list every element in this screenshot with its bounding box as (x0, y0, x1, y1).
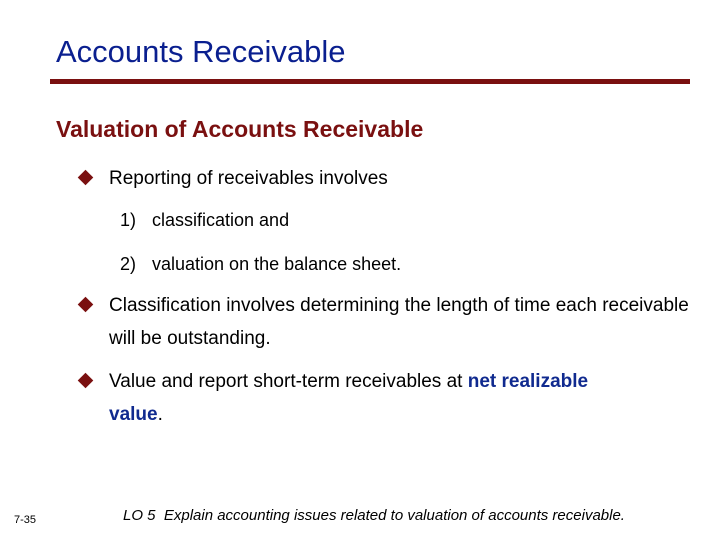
title-divider (50, 79, 690, 84)
bullet-text: Reporting of receivables involves (109, 168, 388, 189)
sub-item-1 (120, 210, 289, 231)
sub-item-label: 1) (120, 210, 137, 230)
sub-item-2 (120, 254, 401, 275)
key-term-value: value (109, 404, 158, 425)
sub-item-text: valuation on the balance sheet. (152, 254, 402, 274)
bullet-text: Classification involves determining the length of time each receivable will be outstanding. (109, 295, 689, 349)
diamond-bullet-icon (78, 297, 94, 313)
diamond-bullet-icon (78, 373, 94, 389)
sub-item-text: classification and (152, 210, 290, 230)
slide-title: Accounts Receivable (56, 34, 346, 69)
bullet-text (109, 365, 689, 431)
bullet-text-suffix: . (157, 404, 163, 425)
slide-number: 7-35 (14, 514, 37, 526)
sub-item-label: 2) (120, 254, 137, 274)
bullet-text-prefix: Value and report short-term receivables at (109, 371, 468, 392)
key-term-net-realizable: net realizable (467, 371, 589, 392)
learning-objective-footer: LO 5 Explain accounting issues related to valuation of accounts receivable. (123, 507, 625, 524)
diamond-bullet-icon (78, 170, 94, 186)
slide-subtitle: Valuation of Accounts Receivable (56, 116, 424, 142)
